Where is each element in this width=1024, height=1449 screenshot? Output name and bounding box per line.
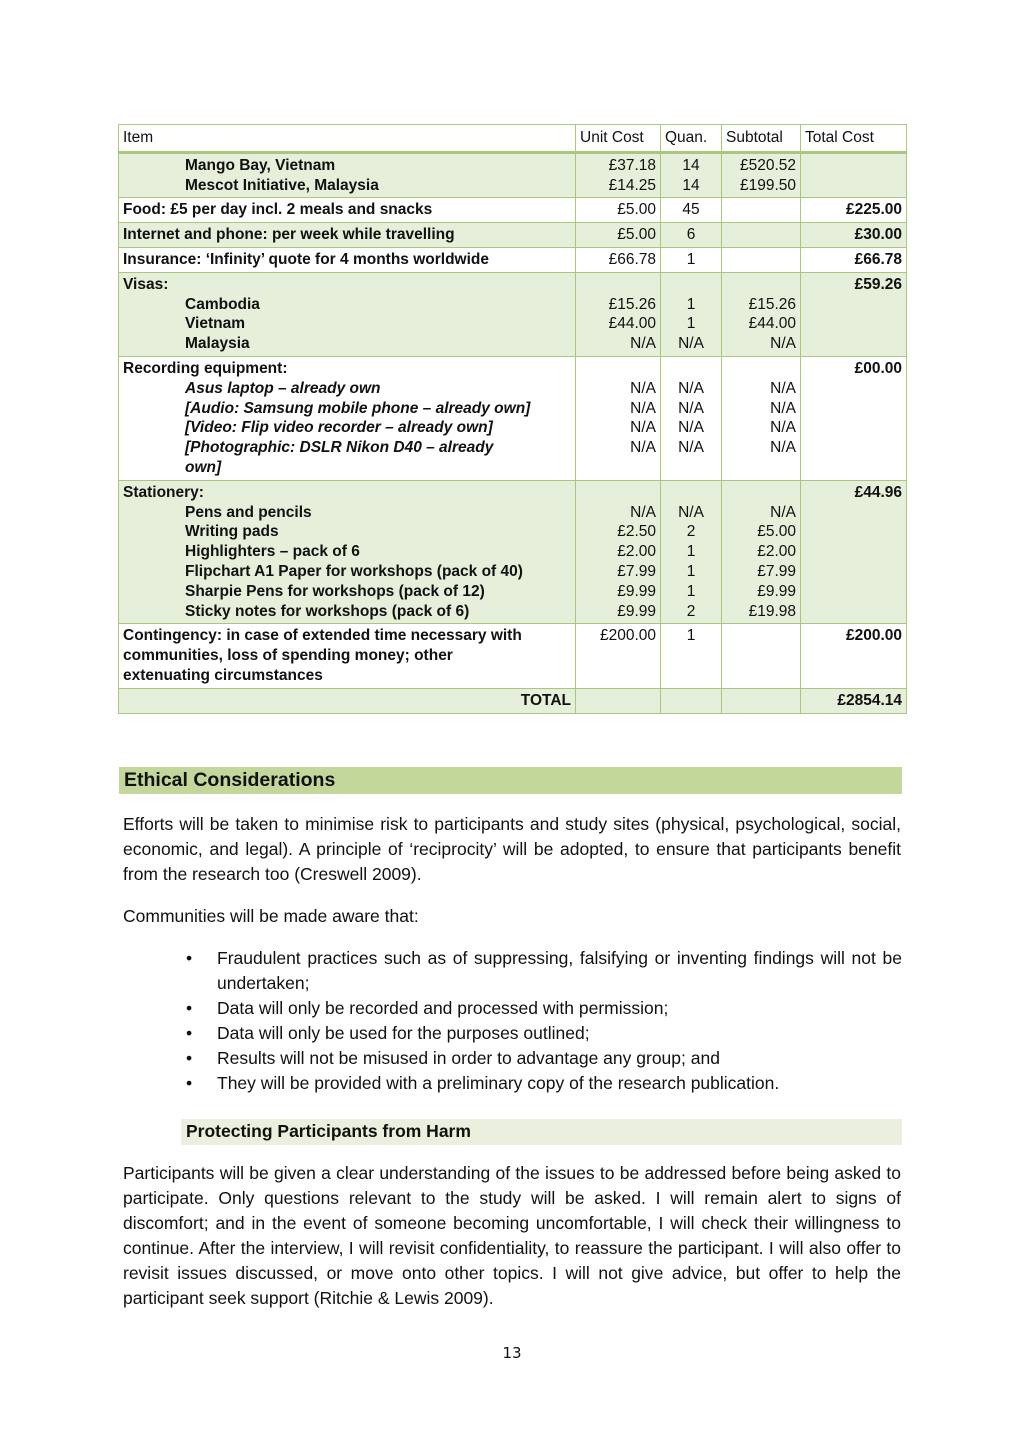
subtotal: £5.00 <box>757 523 796 541</box>
paragraph-communities: Communities will be made aware that: <box>123 906 419 926</box>
paragraph-harm: Participants will be given a clear understanding of the issues to be addressed before being asked to participate. Only questions relevant to the study will be asked. I will remain alert to signs of discomfort; and in the event of someone becoming uncomfortable, I will check their willingness to continue. After the interview, I will revisit confidentiality, to reassure the participant. I will also offer to revisit issues discussed, or move onto other topics. I will not give advice, but offer to help the participant seek support (Ritchie & Lewis 2009). <box>123 1163 901 1308</box>
page-number: 13 <box>502 1344 522 1362</box>
unit-cost: N/A <box>630 503 656 521</box>
item-label: Vietnam <box>185 315 246 333</box>
item-label: Internet and phone: per week while travelling <box>119 223 576 248</box>
subtotal: N/A <box>770 419 796 437</box>
item-label: Contingency: in case of extended time necessary with <box>123 627 522 645</box>
table-row-insurance <box>119 247 907 272</box>
bullet-list <box>186 946 902 1096</box>
unit-cost: £9.99 <box>617 602 656 620</box>
subtotal: £199.50 <box>739 176 796 194</box>
total-cost: £59.26 <box>801 272 907 356</box>
subheading: Protecting Participants from Harm <box>186 1121 471 1141</box>
quantity: N/A <box>678 419 704 437</box>
subtotal: N/A <box>770 439 796 457</box>
unit-cost: N/A <box>630 399 656 417</box>
item-label: Stationery: <box>123 483 204 501</box>
unit-cost: N/A <box>630 335 656 353</box>
list-item: • They will be provided with a preliminary copy of the research publication. <box>186 1071 902 1096</box>
list-item: • Results will not be misused in order to advantage any group; and <box>186 1046 902 1071</box>
unit-cost: £14.25 <box>608 176 656 194</box>
item-label: Mango Bay, Vietnam <box>185 156 336 174</box>
list-item: • Fraudulent practices such as of suppressing, falsifying or inventing findings will not be undertaken; <box>186 946 902 996</box>
table-row-internet <box>119 223 907 248</box>
grand-total-value: £2854.14 <box>801 688 907 713</box>
quantity: 2 <box>686 523 696 541</box>
item-label: Food: £5 per day incl. 2 meals and snacks <box>119 198 576 223</box>
item-label: Visas: <box>123 275 169 293</box>
quantity: N/A <box>678 379 704 397</box>
grand-total-label: TOTAL <box>119 688 576 713</box>
subtotal: N/A <box>770 503 796 521</box>
item-label: Highlighters – pack of 6 <box>185 543 360 561</box>
quantity: 1 <box>686 543 696 561</box>
item-label: Sharpie Pens for workshops (pack of 12) <box>185 582 485 600</box>
unit-cost: £44.00 <box>608 315 656 333</box>
quantity: 1 <box>661 624 722 688</box>
unit-cost: £37.18 <box>608 156 656 174</box>
unit-cost: £66.78 <box>576 247 661 272</box>
subtotal: N/A <box>770 335 796 353</box>
subtotal: £9.99 <box>757 582 796 600</box>
subtotal: £2.00 <box>757 543 796 561</box>
quantity: N/A <box>678 399 704 417</box>
subtotal: £19.98 <box>748 602 796 620</box>
item-label: Malaysia <box>185 335 250 353</box>
unit-cost: N/A <box>630 439 656 457</box>
quantity: 6 <box>661 223 722 248</box>
unit-cost: N/A <box>630 419 656 437</box>
quantity: 1 <box>686 315 696 333</box>
subtotal: £7.99 <box>757 562 796 580</box>
total-cost: £44.96 <box>801 480 907 624</box>
item-label: Recording equipment: <box>123 359 288 377</box>
subtotal: £44.00 <box>748 315 796 333</box>
unit-cost: £7.99 <box>617 562 656 580</box>
table-header-row <box>119 125 907 153</box>
table-row-contingency <box>119 624 907 688</box>
quantity: 1 <box>661 247 722 272</box>
item-label: Writing pads <box>185 523 279 541</box>
item-label: Flipchart A1 Paper for workshops (pack of 40) <box>185 562 523 580</box>
item-label: Cambodia <box>185 295 260 313</box>
list-item: • Data will only be used for the purposes outlined; <box>186 1021 902 1046</box>
total-cost: £00.00 <box>801 356 907 480</box>
quantity: 45 <box>661 198 722 223</box>
quantity: N/A <box>678 503 704 521</box>
item-label: communities, loss of spending money; other <box>123 647 453 665</box>
quantity: N/A <box>678 335 704 353</box>
item-label: [Video: Flip video recorder – already own] <box>185 419 493 437</box>
unit-cost: £2.00 <box>617 543 656 561</box>
total-cost: £66.78 <box>801 247 907 272</box>
section-heading: Ethical Considerations <box>124 769 336 791</box>
table-row-stationery <box>119 480 907 624</box>
table-row-visas <box>119 272 907 356</box>
unit-cost: £9.99 <box>617 582 656 600</box>
total-cost: £225.00 <box>801 198 907 223</box>
table-row-grand-total <box>119 688 907 713</box>
item-label: Insurance: ‘Infinity’ quote for 4 months worldwide <box>119 247 576 272</box>
subtotal: N/A <box>770 399 796 417</box>
unit-cost: £2.50 <box>617 523 656 541</box>
quantity: 1 <box>686 295 696 313</box>
table-row-food <box>119 198 907 223</box>
quantity: 14 <box>682 156 700 174</box>
header-item: Item <box>119 125 576 153</box>
item-label: Pens and pencils <box>185 503 312 521</box>
item-label: Asus laptop – already own <box>185 379 381 397</box>
unit-cost: £15.26 <box>608 295 656 313</box>
table-row-recording <box>119 356 907 480</box>
item-label: [Audio: Samsung mobile phone – already own] <box>185 399 531 417</box>
item-label: Sticky notes for workshops (pack of 6) <box>185 602 470 620</box>
header-subtotal: Subtotal <box>722 125 801 153</box>
unit-cost: £5.00 <box>576 223 661 248</box>
total-cost: £30.00 <box>801 223 907 248</box>
item-label: [Photographic: DSLR Nikon D40 – already <box>185 439 494 457</box>
section-heading-bar <box>119 767 902 794</box>
list-item: • Data will only be recorded and processed with permission; <box>186 996 902 1021</box>
budget-table <box>118 124 907 714</box>
quantity: 1 <box>686 562 696 580</box>
paragraph-intro: Efforts will be taken to minimise risk to participants and study sites (physical, psychological, social, economic, and legal). A principle of ‘reciprocity’ will be adopted, to ensure that participants benefit from the research too (Creswell 2009). <box>123 814 901 884</box>
quantity: 14 <box>682 176 700 194</box>
item-label: own] <box>185 458 222 476</box>
subheading-bar <box>181 1119 902 1145</box>
total-cost: £200.00 <box>801 624 907 688</box>
item-label: Mescot Initiative, Malaysia <box>185 176 379 194</box>
header-unit-cost: Unit Cost <box>576 125 661 153</box>
unit-cost: £5.00 <box>576 198 661 223</box>
quantity: N/A <box>678 439 704 457</box>
header-total-cost: Total Cost <box>801 125 907 153</box>
quantity: 2 <box>686 602 696 620</box>
subtotal: £15.26 <box>748 295 796 313</box>
table-row-accommodation <box>119 152 907 198</box>
subtotal: N/A <box>770 379 796 397</box>
subtotal: £520.52 <box>739 156 796 174</box>
unit-cost: £200.00 <box>576 624 661 688</box>
item-label: extenuating circumstances <box>123 666 323 684</box>
unit-cost: N/A <box>630 379 656 397</box>
quantity: 1 <box>686 582 696 600</box>
header-quan: Quan. <box>661 125 722 153</box>
